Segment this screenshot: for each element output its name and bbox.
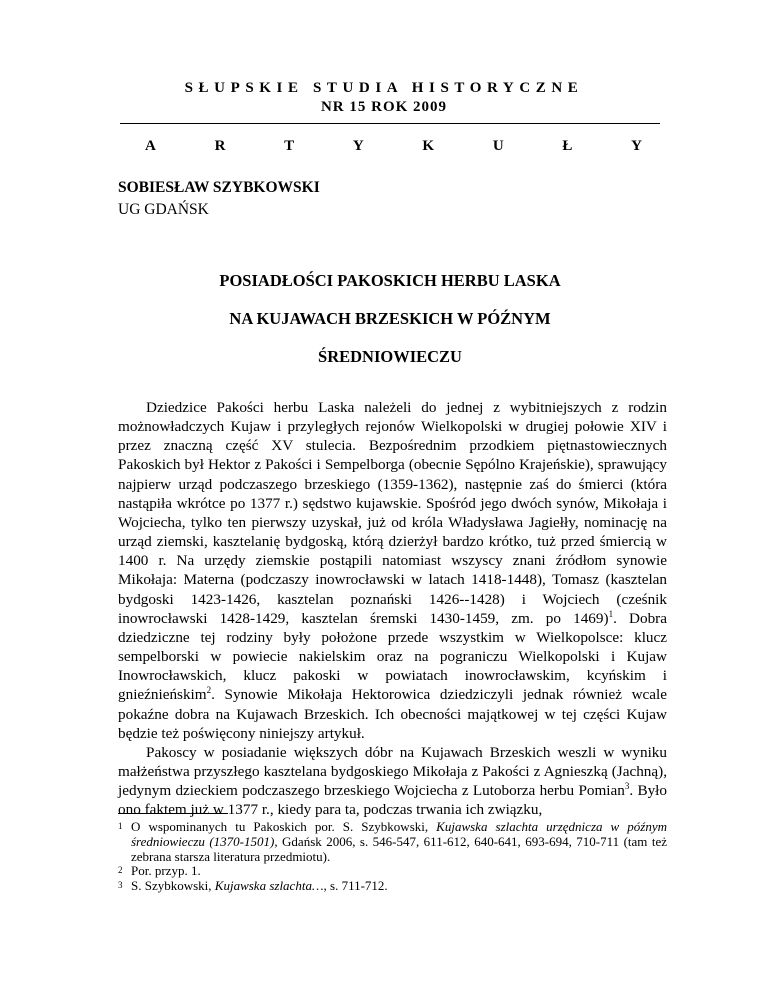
author-name: SOBIESŁAW SZYBKOWSKI [118, 179, 320, 196]
section-letter: K [422, 138, 435, 154]
journal-title: SŁUPSKIE STUDIA HISTORYCZNE [184, 80, 584, 96]
footnote-number: 3 [118, 880, 123, 891]
title-line: ŚREDNIOWIECZU [318, 347, 462, 366]
section-letter: T [284, 138, 295, 154]
article-body [118, 398, 667, 819]
title-line: POSIADŁOŚCI PAKOSKICH HERBU LASKA [219, 271, 561, 290]
footnotes [118, 820, 667, 894]
body-paragraph: Dziedzice Pakości herbu Laska należeli do jednej z wybitniejszych z rodzin możnowładczych Kujaw i przyległych rejonów Wielkopolski w drugiej połowie XIV i przez znaczną część XV stulecia. Bezpośrednim przodkiem piętnastowiecznych Pakoskich był Hektor z Pakości i Sempelborga (obecnie Sępólno Krajeńskie), sprawujący najpierw urząd podczaszego brzeskiego (1359-1362), następnie zaś do śmierci (która nastąpiła wkrótce po 1377 r.) sędstwo kujawskie. Spośród jego dwóch synów, Mikołaja i Wojciecha, tylko ten pierwszy uzyskał, już od króla Władysława Jagiełły, nominację na urząd ziemski, kasztelanię bydgoską, którą dzierżył bardzo krótko, tuż przed śmiercią w 1400 r. Na urzędy ziemskie postąpili natomiast wszyscy znani źródłom synowie Mikołaja: Materna (podczaszy inowrocławski w latach 1418-1448), Tomasz (kasztelan bydgoski 1423-1426, kasztelan poznański 1426--1428) i Wojciech (cześnik inowrocławski 1428-1429, kasztelan śremski 1430-1459, zm. po 1469)$^1$. Dobra dziedziczne tej rodziny były położone przede wszystkim w Wielkopolsce: klucz sempelborski w powiecie nakielskim oraz na pograniczu Wielkopolski i Kujaw Inowrocławskich, klucz pakoski w powiatach inowrocławskim, kcyńskim i gnieźnieńskim$^2$. Synowie Mikołaja Hektorowica dziedziczyli jednak również wcale pokaźne dobra na Kujawach Brzeskich. Ich obecności majątkowej w tej części Kujaw będzie też poświęcony niniejszy artykuł. [118, 399, 667, 742]
section-label [145, 137, 642, 155]
header-divider [120, 123, 660, 124]
section-letter: A [145, 138, 156, 154]
footnote: 1 O wspominanych tu Pakoskich por. S. Szybkowski, Kujawska szlachta urzędnicza w późnym średniowieczu (1370-1501), Gdańsk 2006, s. 546-547, 611-612, 640-641, 693-694, 710-711 (tam też zebrana starsza literatura przedmiotu). [118, 819, 667, 864]
footnote-number: 1 [118, 821, 123, 831]
section-letter: Y [631, 138, 642, 154]
article-title [110, 262, 670, 376]
footnote-ref[interactable]: 3 [624, 781, 630, 792]
footnote: 3 S. Szybkowski, Kujawska szlachta…, s. 711-712. [118, 878, 388, 894]
section-letter: Y [352, 138, 364, 154]
section-letter: U [492, 138, 504, 154]
footnote-ref[interactable]: 2 [206, 685, 212, 696]
footnote-number: 2 [118, 865, 123, 876]
journal-issue: NR 15 ROK 2009 [320, 99, 448, 115]
author-affiliation: UG GDAŃSK [118, 201, 209, 218]
footnote-ref[interactable]: 1 [608, 608, 614, 619]
title-line: NA KUJAWACH BRZESKICH W PÓŹNYM [229, 309, 551, 328]
footnote-divider [118, 813, 228, 814]
section-letter: Ł [562, 138, 573, 154]
citation-title: Kujawska szlachta urzędnicza w późnym średniowieczu (1370-1501) [131, 819, 667, 849]
body-paragraph: Pakoscy w posiadanie większych dóbr na Kujawach Brzeskich weszli w wyniku małżeństwa przyszłego kasztelana bydgoskiego Mikołaja z Pakości z Agnieszką (Jachną), jedynym dzieckiem podczaszego brzeskiego Wojciecha z Lutoborza herbu Pomian$^3$. Było ono faktem już w 1377 r., kiedy para ta, podczas trwania ich związku, [118, 743, 667, 819]
section-letter: R [214, 138, 226, 154]
citation-title: Kujawska szlachta… [214, 878, 324, 894]
footnote: 2 Por. przyp. 1. [118, 863, 201, 879]
